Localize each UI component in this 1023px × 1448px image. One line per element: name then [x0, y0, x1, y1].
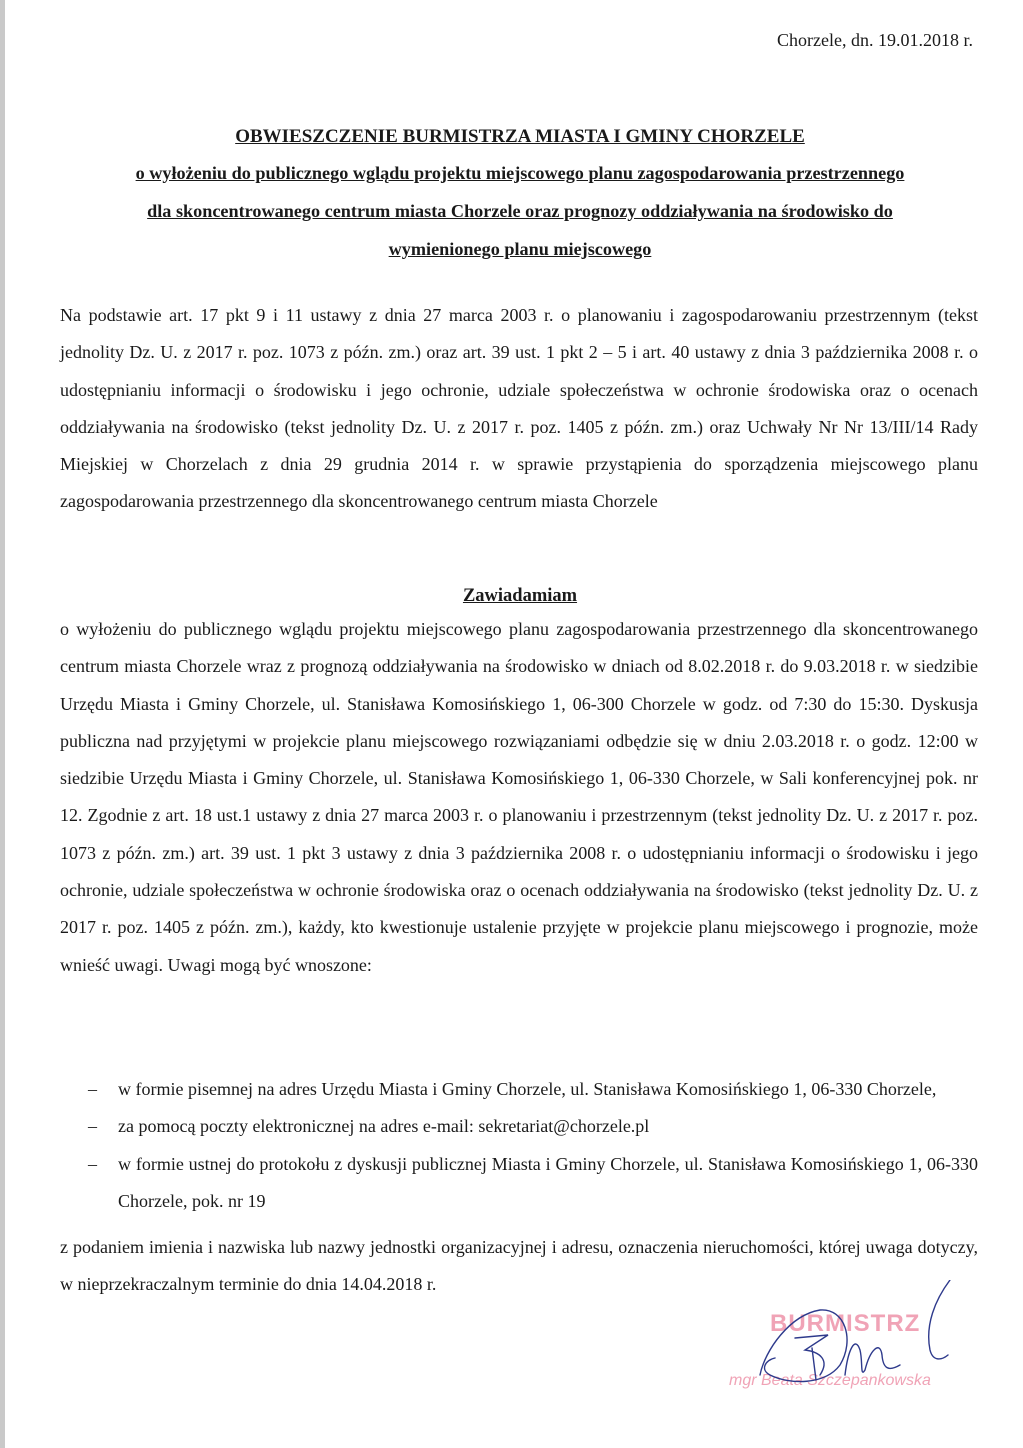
legal-basis-paragraph: Na podstawie art. 17 pkt 9 i 11 ustawy z dnia 27 marca 2003 r. o planowaniu i zagospodarowaniu przestrzennym (tekst jednolity Dz. U. z 2017 r. poz. 1073 z późn. zm.) oraz art. 39 ust. 1 pkt 2 – 5 i art. 40 ustawy z dnia 3 października 2008 r. o udostępnianiu informacji o środowisku i jego ochronie, udziale społeczeństwa w ochronie środowiska oraz o ocenach oddziaływania na środowisko (tekst jednolity Dz. U. z 2017 r. poz. 1405 z późn. zm.) oraz Uchwały Nr Nr 13/III/14 Rady Miejskiej w Chorzelach z dnia 29 grudnia 2014 r. w sprawie przystąpienia do sporządzenia miejscowego planu zagospodarowania przestrzennego dla skoncentrowanego centrum miasta Chorzele [60, 305, 978, 512]
dash-bullet: – [88, 1079, 97, 1099]
document-title: OBWIESZCZENIE BURMISTRZA MIASTA I GMINY CHORZELE [235, 126, 805, 147]
submission-methods-list [60, 1071, 978, 1220]
notice-body-paragraph: o wyłożeniu do publicznego wglądu projektu miejscowego planu zagospodarowania przestrzennego dla skoncentrowanego centrum miasta Chorzele wraz z prognozą oddziaływania na środowisko w dniach od 8.02.2018 r. do 9.03.2018 r. w siedzibie Urzędu Miasta i Gminy Chorzele, ul. Stanisława Komosińskiego 1, 06-300 Chorzele w godz. od 7:30 do 15:30. Dyskusja publiczna nad przyjętymi w projekcie planu miejscowego rozwiązaniami odbędzie się w dniu 2.03.2018 r. o godz. 12:00 w siedzibie Urzędu Miasta i Gminy Chorzele, ul. Stanisława Komosińskiego 1, 06-330 Chorzele, w Sali konferencyjnej pok. nr 12. Zgodnie z art. 18 ust.1 ustawy z dnia 27 marca 2003 r. o planowaniu i przestrzennym (tekst jednolity Dz. U. z 2017 r. poz. 1073 z późn. zm.) art. 39 ust. 1 pkt 3 ustawy z dnia 3 października 2008 r. o udostępnianiu informacji o środowisku i jego ochronie, udziale społeczeństwa w ochronie środowiska oraz o ocenach oddziaływania na środowisko (tekst jednolity Dz. U. z 2017 r. poz. 1405 z późn. zm.), każdy, kto kwestionuje ustalenie przyjęte w projekcie planu miejscowego i prognozie, może wnieść uwagi. Uwagi mogą być wnoszone: [60, 619, 978, 975]
list-item-text: za pomocą poczty elektronicznej na adres e-mail: sekretariat@chorzele.pl [118, 1116, 650, 1137]
closing-paragraph: z podaniem imienia i nazwiska lub nazwy jednostki organizacyjnej i adresu, oznaczenia nieruchomości, której uwaga dotyczy, w nieprzekraczalnym terminie do dnia 14.04.2018 r. [60, 1237, 978, 1295]
document-title-block [60, 120, 980, 268]
stamp-name: mgr Beata Szczepankowska [729, 1372, 931, 1389]
list-item [60, 1071, 978, 1108]
notice-heading: Zawiadamiam [462, 586, 578, 606]
list-item [60, 1146, 978, 1221]
signature-strokes [760, 1280, 950, 1382]
list-item [60, 1108, 978, 1145]
signature-block [720, 1280, 980, 1410]
document-subtitle-line: o wyłożeniu do publicznego wglądu projektu miejscowego planu zagospodarowania przestrzennego [135, 163, 905, 183]
list-item-text: w formie pisemnej na adres Urzędu Miasta i Gminy Chorzele, ul. Stanisława Komosińskiego 1, 06-330 Chorzele, [118, 1079, 937, 1099]
scan-edge [0, 0, 5, 1448]
dash-bullet: – [88, 1116, 97, 1137]
handwritten-signature-icon [720, 1280, 980, 1410]
stamp-title: BURMISTRZ [770, 1310, 921, 1337]
list-item-text: w formie ustnej do protokołu z dyskusji publicznej Miasta i Gminy Chorzele, ul. Stanisława Komosińskiego 1, 06-330 Chorzele, pok. nr 19 [118, 1153, 978, 1211]
document-subtitle-line: wymienionego planu miejscowego [388, 239, 652, 259]
document-subtitle-line: dla skoncentrowanego centrum miasta Chorzele oraz prognozy oddziaływania na środowisko do [147, 201, 893, 221]
place-date: Chorzele, dn. 19.01.2018 r. [777, 30, 973, 50]
dash-bullet: – [88, 1153, 97, 1174]
